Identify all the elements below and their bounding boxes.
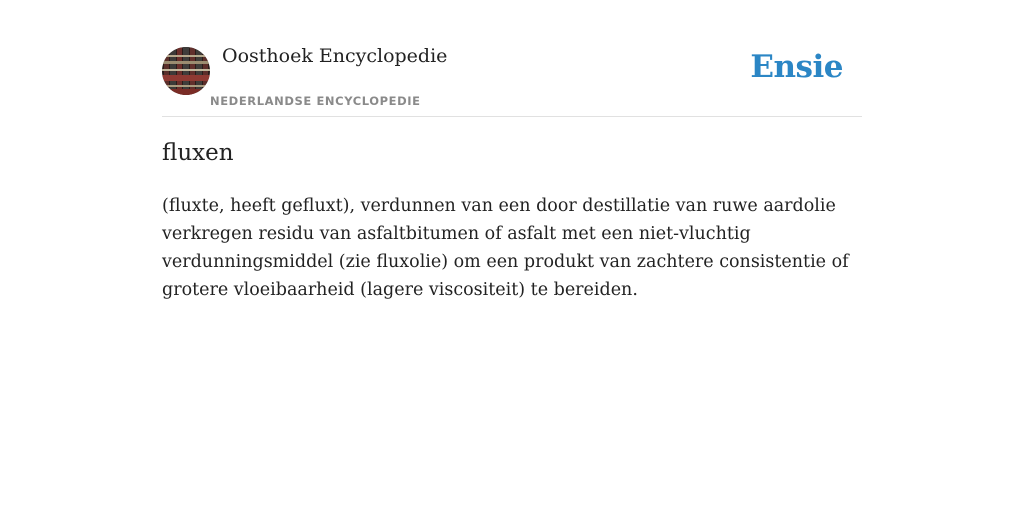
- entry-title: fluxen: [162, 140, 234, 166]
- encyclopedia-avatar[interactable]: [162, 47, 210, 95]
- ensie-logo-link[interactable]: Ensie: [750, 49, 843, 85]
- site-header: [162, 0, 862, 117]
- encyclopedia-books-icon: [162, 47, 210, 95]
- entry-definition: (fluxte, heeft gefluxt), verdunnen van een door destillatie van ruwe aardolie verkregen residu van asfaltbitumen of asfalt met een niet-vluchtig verdunningsmiddel (zie fluxolie) om een produkt van zachtere consistentie of grotere vloeibaarheid (lagere viscositeit) te bereiden.: [162, 196, 849, 300]
- site-subtitle: NEDERLANDSE ENCYCLOPEDIE: [210, 94, 421, 108]
- site-title-link[interactable]: Oosthoek Encyclopedie: [222, 45, 448, 67]
